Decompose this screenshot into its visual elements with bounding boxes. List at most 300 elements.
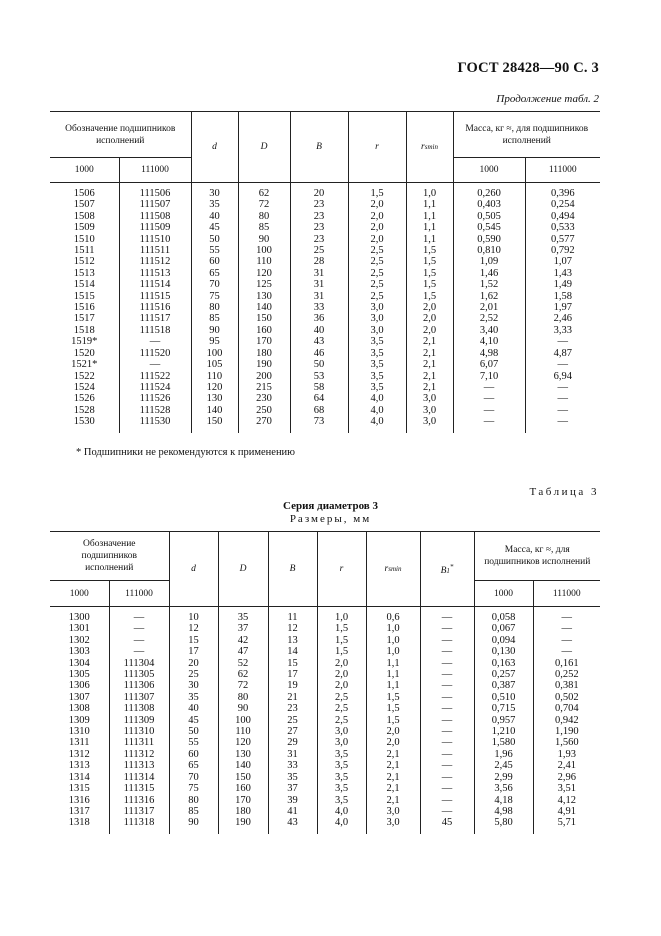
table-cell: 1,09 [479, 256, 499, 268]
table-cell: 3,0 [386, 805, 400, 817]
table-cell: 0,067 [491, 623, 516, 635]
header-rsmin [366, 532, 420, 607]
table-cell: 43 [287, 817, 298, 829]
table-cell: 4,18 [494, 794, 513, 806]
table-cell: 31 [313, 267, 325, 279]
table-3 [50, 531, 600, 834]
table-cell: 11 [287, 612, 298, 623]
table-cell: 110 [256, 256, 272, 268]
table-cell: 130 [256, 290, 272, 302]
table-cell: 140 [235, 760, 251, 772]
table-cell: 31 [287, 748, 298, 760]
table-cell: 25 [188, 669, 199, 681]
table-cell: 111308 [123, 703, 155, 715]
table-cell: 120 [235, 737, 251, 749]
table-cell: 2,1 [386, 771, 400, 783]
table-cell: — [561, 612, 572, 623]
table-cell: 2,0 [422, 302, 437, 314]
table-cell: 111514 [139, 279, 171, 291]
table-cell: 1302 [68, 634, 90, 646]
table-cell: 1520 [73, 347, 95, 359]
table-cell: 1,96 [494, 748, 513, 760]
table-cell: 1512 [73, 256, 95, 268]
table-cell: 111512 [139, 256, 171, 268]
table-cell: 75 [209, 290, 220, 302]
table-cell: — [483, 381, 495, 393]
table-cell: 111513 [139, 267, 171, 279]
table-cell: 7,10 [479, 370, 499, 382]
table-cell: — [557, 359, 568, 371]
table-cell: 3,5 [334, 748, 349, 760]
table-cell: 10 [188, 612, 199, 623]
table-continuation-label: Продолжение табл. 2 [496, 93, 599, 105]
table-cell: 45 [188, 714, 199, 726]
table-cell: 12 [287, 623, 298, 635]
table-cell: 111311 [123, 737, 155, 749]
table-cell: 120 [256, 267, 272, 279]
table-cell: — [441, 703, 453, 715]
table-cell: 1,46 [479, 267, 499, 279]
table-cell: 130 [235, 748, 251, 760]
table-cell: 2,0 [334, 669, 349, 681]
table-cell: 80 [209, 302, 220, 314]
table-cell: 0,510 [491, 691, 516, 703]
table-cell: 230 [256, 393, 272, 405]
rsmin-main: r [421, 142, 425, 152]
table-cell: 3,5 [334, 760, 349, 772]
mass-header-111000: 111000 [525, 158, 600, 183]
column-5 [348, 183, 406, 433]
table-cell: 0,257 [491, 669, 516, 681]
table-cell: 65 [209, 267, 220, 279]
table-cell: 1300 [68, 612, 90, 623]
table-cell: 190 [256, 359, 272, 371]
table-cell: 1511 [73, 245, 95, 257]
table-cell: 1,0 [386, 634, 400, 646]
table-cell: 41 [287, 805, 298, 817]
table-cell: 3,5 [370, 381, 384, 393]
mass-header: Масса, кг ≈, для подшипников исполнений [474, 532, 600, 581]
table-cell: 2,0 [334, 657, 349, 669]
table-cell: 0,704 [554, 703, 579, 715]
table-cell: 200 [256, 370, 272, 382]
table-cell: 2,0 [386, 726, 400, 738]
table-cell: 2,5 [334, 714, 349, 726]
table-cell: 1,49 [553, 279, 572, 291]
table-cell: 23 [313, 210, 325, 222]
table-cell: 1,0 [334, 612, 349, 623]
table-cell: 1,5 [370, 188, 384, 199]
table-cell: 2,41 [557, 760, 576, 772]
table-cell: 45 [209, 222, 220, 234]
table-cell: — [441, 623, 453, 635]
table-cell: 1507 [73, 199, 95, 211]
table-cell: 0,545 [477, 222, 501, 234]
table-cell: 2,99 [494, 771, 513, 783]
table-cell: 1518 [73, 324, 95, 336]
table-cell: 1516 [73, 302, 95, 314]
table-cell: 2,45 [494, 760, 513, 772]
table-cell: 111524 [139, 381, 171, 393]
table-cell: 2,5 [370, 267, 384, 279]
table-cell: 1506 [73, 188, 95, 199]
header-rsmin [406, 112, 453, 183]
table-cell: 111511 [139, 245, 171, 257]
table-cell: 111507 [139, 199, 171, 211]
data-block [50, 607, 600, 834]
table-cell: 2,0 [370, 199, 384, 211]
table-cell: 2,0 [386, 737, 400, 749]
table-cell: 2,46 [553, 313, 572, 325]
table-cell: 4,91 [557, 805, 576, 817]
table-cell: 150 [206, 416, 223, 428]
table-cell: 1305 [68, 669, 90, 681]
table-cell: 111313 [123, 760, 155, 772]
table-cell: 4,98 [479, 347, 499, 359]
table-cell: 1314 [68, 771, 90, 783]
table-cell: 50 [313, 359, 325, 371]
header-1000: 1000 [69, 588, 89, 599]
table-cell: — [441, 714, 453, 726]
table-cell: 1528 [73, 404, 95, 416]
table-cell: 27 [287, 726, 298, 738]
table-cell: — [441, 748, 453, 760]
table-cell: — [557, 393, 568, 405]
table-cell: 120 [206, 381, 223, 393]
table-cell: 2,1 [386, 748, 400, 760]
table-cell: 2,5 [370, 279, 384, 291]
table-cell: 1513 [73, 267, 95, 279]
table-cell: 1508 [73, 210, 95, 222]
table-cell: 17 [287, 669, 298, 681]
table-cell: 1311 [68, 737, 90, 749]
table-cell: 111305 [123, 669, 155, 681]
table-cell: 1,190 [554, 726, 579, 738]
table-cell: 23 [313, 222, 325, 234]
table-cell: 190 [235, 817, 251, 829]
table-cell: 1,52 [479, 279, 499, 291]
column-2 [191, 183, 238, 433]
table-cell: 70 [209, 279, 220, 291]
table-cell: 3,5 [370, 347, 384, 359]
table-cell: 23 [313, 233, 325, 245]
mass-header: Масса, кг ≈, для подшипников исполнений [453, 112, 600, 158]
designation-header: Обозначение подшипников исполнений [81, 539, 137, 573]
table-cell: 170 [256, 336, 272, 348]
table-cell: 3,5 [370, 336, 384, 348]
table-cell: 25 [287, 714, 298, 726]
table-cell: 1,97 [553, 302, 572, 314]
table-cell: — [441, 691, 453, 703]
mass-header-1000: 1000 [453, 158, 525, 183]
table-cell: 13 [287, 634, 298, 646]
table-cell: 33 [313, 302, 325, 314]
header-b1 [420, 532, 474, 607]
table-cell: 2,5 [334, 691, 349, 703]
table-cell: 37 [287, 783, 298, 795]
table-cell: 52 [237, 657, 249, 669]
table-cell: — [483, 416, 495, 428]
table-cell: 111516 [139, 302, 171, 314]
table-cell: 0,810 [477, 245, 501, 257]
table-cell: 4,0 [370, 416, 384, 428]
table-cell: — [441, 726, 453, 738]
table-cell: 15 [287, 657, 298, 669]
table-cell: 3,0 [422, 416, 437, 428]
table-cell: 3,0 [422, 393, 437, 405]
table-cell: 4,0 [370, 404, 384, 416]
table-cell: 110 [235, 726, 251, 738]
table-cell: — [483, 393, 495, 405]
header-D: D [218, 532, 268, 607]
table-cell: 130 [206, 393, 223, 405]
table-cell: 1313 [68, 760, 90, 772]
table-cell: 1,5 [422, 267, 437, 279]
table-cell: 160 [235, 783, 251, 795]
table-cell: 1514 [73, 279, 95, 291]
table-cell: 111517 [139, 313, 171, 325]
table-cell: 111528 [139, 404, 171, 416]
table-cell: 64 [313, 393, 325, 405]
table-cell: 1,5 [334, 623, 349, 635]
table-cell: 0,381 [554, 680, 579, 692]
table-cell: 85 [209, 313, 220, 325]
table-cell: — [441, 760, 453, 772]
table-cell: 3,0 [386, 817, 400, 829]
table-cell: 0,254 [550, 199, 575, 211]
table-cell: 12 [188, 623, 199, 635]
table-cell: — [149, 359, 161, 371]
table-cell: 1,5 [422, 256, 437, 268]
table-cell: 1310 [68, 726, 90, 738]
table-cell: 1515 [73, 290, 95, 302]
table-cell: 111312 [123, 748, 155, 760]
table-cell: 1,62 [479, 290, 499, 302]
table-cell: 111306 [123, 680, 155, 692]
table-cell: 0,533 [550, 222, 575, 234]
table-cell: 0,590 [477, 233, 501, 245]
mass-header-111000: 111000 [533, 581, 600, 607]
table-cell: 43 [313, 336, 325, 348]
table-cell: 2,0 [370, 210, 384, 222]
table-cell: 2,52 [479, 313, 499, 325]
table-cell: 0,577 [550, 233, 575, 245]
table-cell: 90 [237, 703, 249, 715]
header-B: B [268, 532, 317, 607]
table-cell: 100 [206, 347, 223, 359]
table-cell: 73 [313, 416, 325, 428]
table-cell: 2,5 [370, 290, 384, 302]
table-cell: 125 [256, 279, 272, 291]
header-111000: 111000 [109, 581, 169, 607]
table-cell: 2,1 [422, 359, 437, 371]
table-cell: — [441, 612, 453, 623]
table-cell: 2,1 [386, 794, 400, 806]
table-cell: 1316 [68, 794, 90, 806]
document-header: ГОСТ 28428—90 С. 3 [457, 60, 599, 76]
table-cell: 111317 [123, 805, 155, 817]
table-cell: 1,1 [386, 669, 400, 681]
table-3-body [50, 607, 600, 834]
table-cell: 111522 [139, 370, 171, 382]
table-cell: 3,56 [494, 783, 513, 795]
table-cell: 30 [188, 680, 199, 692]
table-cell: — [133, 623, 145, 635]
table-cell: — [441, 783, 453, 795]
column-3 [238, 183, 290, 433]
table-cell: 1517 [73, 313, 95, 325]
table-cell: 17 [188, 646, 199, 658]
column-4 [290, 183, 348, 433]
table-cell: 1,5 [386, 714, 400, 726]
table-cell: 1530 [73, 416, 95, 428]
table-cell: 31 [313, 290, 325, 302]
table-cell: 100 [256, 245, 272, 257]
table-cell: 4,0 [370, 393, 384, 405]
table-cell: 3,0 [370, 302, 384, 314]
table-cell: — [133, 634, 145, 646]
column-3 [218, 607, 268, 834]
table-cell: 0,058 [491, 612, 516, 623]
table-cell: 33 [287, 760, 298, 772]
table-3-title: Серия диаметров 3 [283, 500, 378, 512]
table-cell: — [133, 646, 145, 658]
table-cell: 1312 [68, 748, 90, 760]
column-7 [453, 183, 525, 433]
table-cell: 5,71 [557, 817, 576, 829]
table-cell: 20 [313, 188, 325, 199]
table-cell: 3,5 [334, 771, 349, 783]
table-cell: 1526 [73, 393, 95, 405]
table-cell: 19 [287, 680, 298, 692]
table-cell: 2,0 [422, 324, 437, 336]
table-cell: 1522 [73, 370, 95, 382]
table-cell: 111314 [123, 771, 155, 783]
table-cell: 6,07 [479, 359, 499, 371]
table-cell: 160 [256, 324, 272, 336]
header-r: r [317, 532, 366, 607]
table-cell: 2,1 [422, 381, 437, 393]
column-6 [366, 607, 420, 834]
table-cell: 95 [209, 336, 220, 348]
table-cell: — [441, 737, 453, 749]
mass-header-1000: 1000 [474, 581, 533, 607]
table-cell: 1524 [73, 381, 95, 393]
column-8 [474, 607, 533, 834]
table-cell: 0,792 [550, 245, 575, 257]
table-cell: 111315 [123, 783, 155, 795]
table-cell: 1,580 [491, 737, 516, 749]
table-cell: 1,210 [491, 726, 516, 738]
table-cell: 1309 [68, 714, 90, 726]
table-cell: 4,12 [557, 794, 576, 806]
rsmin-main: r [384, 564, 389, 574]
column-7 [420, 607, 474, 834]
b1-main: B [440, 566, 447, 576]
table-cell: 0,260 [477, 188, 501, 199]
table-cell: 65 [188, 760, 199, 772]
table-cell: 2,0 [422, 313, 437, 325]
table-cell: 111309 [123, 714, 155, 726]
table-cell: 1,560 [554, 737, 579, 749]
table-cell: 111509 [139, 222, 171, 234]
footnote: * Подшипники не рекомендуются к применению [76, 447, 296, 458]
table-cell: 46 [313, 347, 325, 359]
table-cell: 85 [258, 222, 270, 234]
table-cell: 2,1 [422, 336, 437, 348]
table-cell: 105 [206, 359, 223, 371]
table-cell: 111506 [139, 188, 171, 199]
table-cell: 111508 [139, 210, 171, 222]
table-cell: — [483, 404, 495, 416]
column-0 [50, 607, 109, 834]
table-cell: 2,1 [386, 783, 400, 795]
header-111000: 111000 [119, 158, 191, 183]
table-cell: 50 [188, 726, 199, 738]
table-cell: 90 [188, 817, 199, 829]
table-cell: 0,494 [550, 210, 575, 222]
table-cell: 3,0 [370, 324, 384, 336]
table-cell: 0,396 [550, 188, 575, 199]
table-cell: 30 [209, 188, 220, 199]
table-cell: 35 [209, 199, 220, 211]
table-cell: 1510 [73, 233, 95, 245]
table-cell: 80 [188, 794, 199, 806]
table-cell: 1,58 [553, 290, 572, 302]
table-cell: 1318 [68, 817, 90, 829]
table-3-label: Таблица 3 [529, 486, 599, 498]
table-cell: 47 [237, 646, 249, 658]
table-cell: 6,94 [553, 370, 572, 382]
table-cell: — [441, 680, 453, 692]
table-cell: 0,6 [386, 612, 400, 623]
table-cell: 270 [256, 416, 272, 428]
table-cell: 150 [235, 771, 251, 783]
table-cell: 2,5 [370, 245, 384, 257]
table-cell: 85 [188, 805, 199, 817]
table-cell: 23 [313, 199, 325, 211]
table-cell: 72 [258, 199, 270, 211]
column-5 [317, 607, 366, 834]
table-cell: 4,0 [334, 805, 349, 817]
data-block [50, 183, 600, 433]
table-cell: 1315 [68, 783, 90, 795]
table-cell: 58 [313, 381, 325, 393]
table-cell: 90 [209, 324, 220, 336]
table-cell: 0,387 [491, 680, 516, 692]
table-cell: 111304 [123, 657, 155, 669]
table-cell: 111510 [139, 233, 171, 245]
table-cell: 1,07 [553, 256, 572, 268]
table-cell: 40 [188, 703, 199, 715]
table-cell: 0,161 [554, 657, 579, 669]
table-cell: 2,1 [422, 347, 437, 359]
table-cell: 39 [287, 794, 298, 806]
table-cell: 3,5 [370, 359, 384, 371]
table-2 [50, 111, 600, 433]
table-cell: 111307 [123, 691, 155, 703]
b1-sub: 1 [446, 567, 450, 575]
table-cell: 150 [256, 313, 272, 325]
table-cell: 111530 [139, 416, 171, 428]
table-cell: 111318 [123, 817, 155, 829]
table-cell: 215 [256, 381, 272, 393]
table-cell: 36 [313, 313, 325, 325]
table-cell: 1,5 [334, 646, 349, 658]
header-B: B [290, 112, 348, 183]
table-cell: 250 [256, 404, 272, 416]
table-cell: 37 [237, 623, 249, 635]
